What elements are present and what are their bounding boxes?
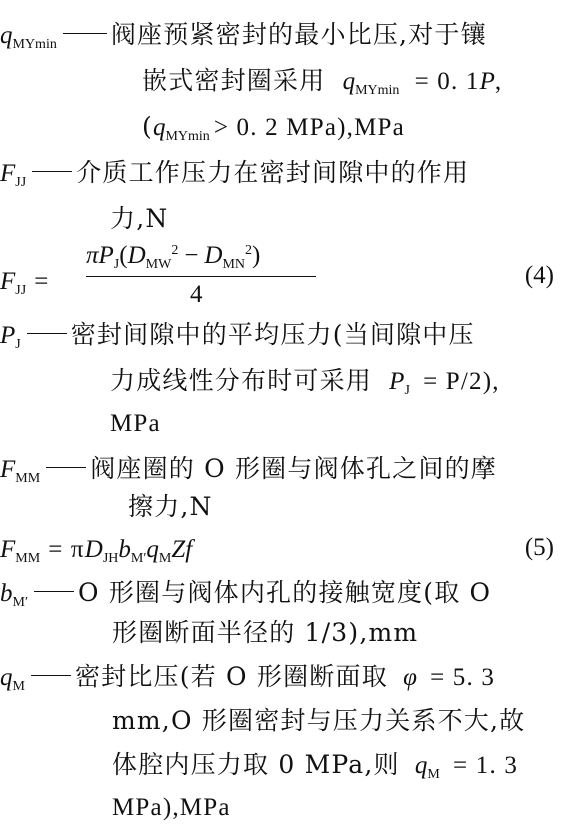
paren: ( <box>142 112 153 141</box>
definition-text: MPa),MPa <box>112 794 231 821</box>
symbol-q: q <box>146 536 159 563</box>
symbol-D: D <box>84 536 103 563</box>
subscript: MM <box>15 471 41 486</box>
subscript: M <box>427 767 440 782</box>
subscript: MYmin <box>355 83 400 98</box>
fraction-denominator: 4 <box>190 281 203 308</box>
subscript: M <box>158 551 172 566</box>
symbol-P: P <box>389 368 405 395</box>
def-f-jj-line-1 <box>0 158 469 189</box>
def-b-m-line-2 <box>112 618 418 648</box>
definition-text: 力,N <box>110 204 169 233</box>
symbol-q: q <box>152 114 166 141</box>
def-q-m-line-2 <box>112 706 525 736</box>
symbol-F: F <box>0 160 16 187</box>
subscript: J <box>113 257 120 272</box>
subscript: M′ <box>12 595 29 610</box>
equation-4-lhs <box>0 266 50 297</box>
def-b-m-line-1 <box>0 578 491 609</box>
def-f-jj-line-2 <box>110 204 168 234</box>
subscript: JJ <box>15 175 27 190</box>
subscript: M′ <box>130 551 147 566</box>
subscript: MM <box>15 551 41 566</box>
def-p-j-line-3 <box>110 408 161 439</box>
symbol-P: P <box>479 68 495 95</box>
minus-sign: − <box>184 242 199 269</box>
symbol-q: q <box>0 664 13 691</box>
equation-text: = 1. 3 <box>453 752 519 779</box>
symbol-phi: φ <box>403 664 417 691</box>
symbol-F: F <box>0 268 16 295</box>
def-q-mymin-line-3 <box>142 112 405 143</box>
def-q-mymin-line-1 <box>0 20 487 51</box>
definition-text: O 形圈与阀体内孔的接触宽度(取 O <box>78 578 492 607</box>
symbol-F: F <box>0 536 16 563</box>
symbol-q: q <box>0 22 13 49</box>
fraction-numerator <box>86 240 260 271</box>
symbol-b: b <box>118 536 131 563</box>
subscript: MYmin <box>12 37 57 52</box>
definition-text: 阀座圈的 O 形圈与阀体孔之间的摩 <box>90 454 497 483</box>
definition-text: > 0. 2 MPa),MPa <box>213 114 405 141</box>
subscript: M <box>12 679 25 694</box>
em-dash <box>31 675 71 676</box>
definition-text: 阀座预紧密封的最小比压,对于镶 <box>110 20 487 49</box>
symbol-zf: Zf <box>171 536 193 563</box>
def-p-j-line-2 <box>110 366 500 397</box>
subscript: MW <box>145 257 172 272</box>
equation-text: = 0. 1 <box>414 68 480 95</box>
definition-text: MPa <box>110 410 161 437</box>
symbol-F: F <box>0 456 16 483</box>
paren: ( <box>119 242 128 269</box>
superscript: 2 <box>245 243 253 258</box>
def-p-j-line-1 <box>0 320 475 351</box>
equation-text: = 5. 3 <box>430 664 496 691</box>
punctuation: , <box>494 68 503 95</box>
def-f-mm-line-2 <box>128 492 213 522</box>
definition-text: 密封间隙中的平均压力(当间隙中压 <box>70 320 475 349</box>
subscript: JH <box>102 551 119 566</box>
em-dash <box>46 467 86 468</box>
def-f-mm-line-1 <box>0 454 497 485</box>
em-dash <box>27 333 67 334</box>
em-dash <box>34 591 74 592</box>
definition-text: 嵌式密封圈采用 <box>142 66 326 95</box>
definition-text: 介质工作压力在密封间隙中的作用 <box>76 158 470 187</box>
em-dash <box>32 171 72 172</box>
symbol-b: b <box>0 580 13 607</box>
subscript: J <box>15 337 21 352</box>
symbol-q: q <box>414 752 428 779</box>
symbol-D: D <box>204 242 223 269</box>
equals-pi: = π <box>48 536 85 563</box>
definition-text: 擦力,N <box>128 492 213 521</box>
paren: ) <box>252 242 261 269</box>
equation-5 <box>0 534 192 565</box>
definition-text: mm,O 形圈密封与压力关系不大,故 <box>112 706 526 735</box>
subscript: MYmin <box>165 129 210 144</box>
superscript: 2 <box>171 243 179 258</box>
fraction-bar <box>86 276 316 277</box>
def-q-mymin-line-2 <box>142 66 502 97</box>
definition-text: 密封比压(若 O 形圈断面取 <box>74 662 388 691</box>
symbol-q: q <box>342 68 356 95</box>
equals-sign: = <box>34 268 50 295</box>
def-q-m-line-1 <box>0 662 495 693</box>
definition-text: 形圈断面半径的 1/3),mm <box>112 618 419 647</box>
subscript: JJ <box>15 283 27 298</box>
subscript: MN <box>222 257 246 272</box>
symbol-D: D <box>127 242 146 269</box>
definition-text: 体腔内压力取 0 MPa,则 <box>112 750 400 779</box>
pi-p-term: πP <box>86 242 114 269</box>
equation-number: (4) <box>524 262 554 289</box>
def-q-m-line-3 <box>112 750 518 781</box>
definition-text: 力成线性分布时可采用 <box>110 366 373 395</box>
subscript: J <box>404 383 410 398</box>
symbol-P: P <box>0 322 16 349</box>
def-q-m-line-4 <box>112 792 231 823</box>
equation-text: = P/2), <box>423 368 500 395</box>
em-dash <box>63 33 107 34</box>
equation-number: (5) <box>524 534 554 561</box>
